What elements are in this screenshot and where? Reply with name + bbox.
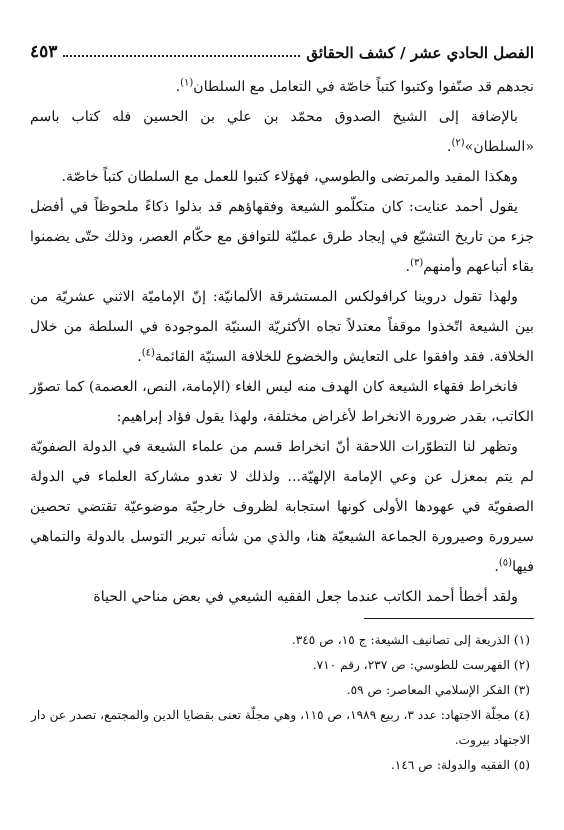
footnote-ref: (٤) [141, 347, 155, 359]
paragraph-text: وهكذا المفيد والمرتضى والطوسي، فهؤلاء كتبوا للعمل مع السلطان كتباً خاصّة. [61, 169, 518, 185]
chapter-title: الفصل الحادي عشر / كشف الحقائق [306, 44, 534, 62]
paragraph [30, 102, 534, 162]
paragraph [30, 372, 534, 432]
paragraph [30, 432, 534, 582]
footnote: (١) الذريعة إلى تصانيف الشيعة: ج ١٥، ص ٣٤٥. [291, 633, 530, 647]
paragraph [30, 582, 534, 612]
paragraph-end: . [405, 259, 411, 275]
footnote: (٣) الفكر الإسلامي المعاصر: ص ٥٩. [346, 683, 530, 697]
footnote-ref: (٥) [498, 557, 513, 569]
paragraph-text: ولهذا تقول دروينا كرافولكس المستشرقة الألمانيّة: إنّ الإماميّة الاثني عشريّة من بين الشيعة اتّخذوا موقفاً معتدلاً تجاه الأكثريّة السنيّة الموجودة في السلطة من خلال الخلافة. فقد وافقوا على التعايش والخضوع للخلافة السنيّة القائمة [30, 289, 534, 365]
paragraph-text: وتظهر لنا التطوّرات اللاحقة أنّ انخراط قسم من علماء الشيعة في الدولة الصفويّة لم يتم بمعزل عن وعي الإمامة الإلهيّة... ولذلك لا تغدو مشاركة العلماء في الدولة الصفويّة في عهودها الأولى كونها استجابة لظروف خارجيّة موضوعيّة تقتضي تحصين سيرورة وصيرورة الجماعة الشيعيّة هنا، والذي من شأنه تبرير التوسل بالدولة والتماهي فيها [30, 439, 534, 575]
paragraph [30, 162, 534, 192]
body-text [30, 72, 534, 612]
page-number: ٤٥٣ [30, 42, 58, 62]
paragraph [30, 72, 534, 102]
paragraph-text: نجدهم قد صنّفوا وكتبوا كتباً خاصّة في التعامل مع السلطان [193, 79, 534, 95]
paragraph-text: فانخراط فقهاء الشيعة كان الهدف منه ليس الغاء (الإمامة، النص، العصمة) كما تصوّر الكاتب، بقدر ضرورة الانخراط لأغراض مختلفة، ولهذا يقول فؤاد إبراهيم: [30, 379, 534, 425]
paragraph [30, 282, 534, 372]
paragraph-end: . [137, 349, 142, 365]
running-header [30, 38, 534, 62]
footnote: (٢) الفهرست للطوسي: ص ٢٣٧، رقم ٧١٠. [312, 658, 530, 672]
footnote: (٤) مجلّة الاجتهاد: عدد ٣، ربيع ١٩٨٩، ص ١١٥، وهي مجلّة تعنى بقضايا الدين والمجتمع، تصدر عن دار الاجتهاد بيروت. [31, 708, 530, 747]
paragraph-end: . [494, 559, 499, 575]
paragraph-end: . [446, 139, 452, 155]
paragraph-text: بالإضافة إلى الشيخ الصدوق محمّد بن علي بن الحسين فله كتاب باسم «السلطان» [30, 109, 534, 155]
dotted-leader [63, 55, 300, 57]
footnote: (٥) الفقيه والدولة: ص ١٤٦. [390, 758, 530, 772]
paragraph-text: يقول أحمد عنايت: كان متكلّمو الشيعة وفقهاؤهم قد بذلوا ذكاءً ملحوظاً في أفضل جزء من تاريخ التشيّع في إيجاد طرق عمليّة للتوافق مع حكّام العصر، وذلك حتّى يضمنوا بقاء أتباعهم وأمنهم [30, 199, 534, 275]
footnote-separator [364, 618, 534, 619]
footnotes [30, 628, 530, 778]
footnote-ref: (٣) [410, 257, 424, 269]
paragraph-text: ولقد أخطأ أحمد الكاتب عندما جعل الفقيه الشيعي في بعض مناحي الحياة [93, 589, 518, 605]
footnote-ref: (١) [180, 77, 194, 89]
footnote-ref: (٢) [451, 137, 465, 149]
paragraph-end: . [175, 79, 181, 95]
paragraph [30, 192, 534, 282]
